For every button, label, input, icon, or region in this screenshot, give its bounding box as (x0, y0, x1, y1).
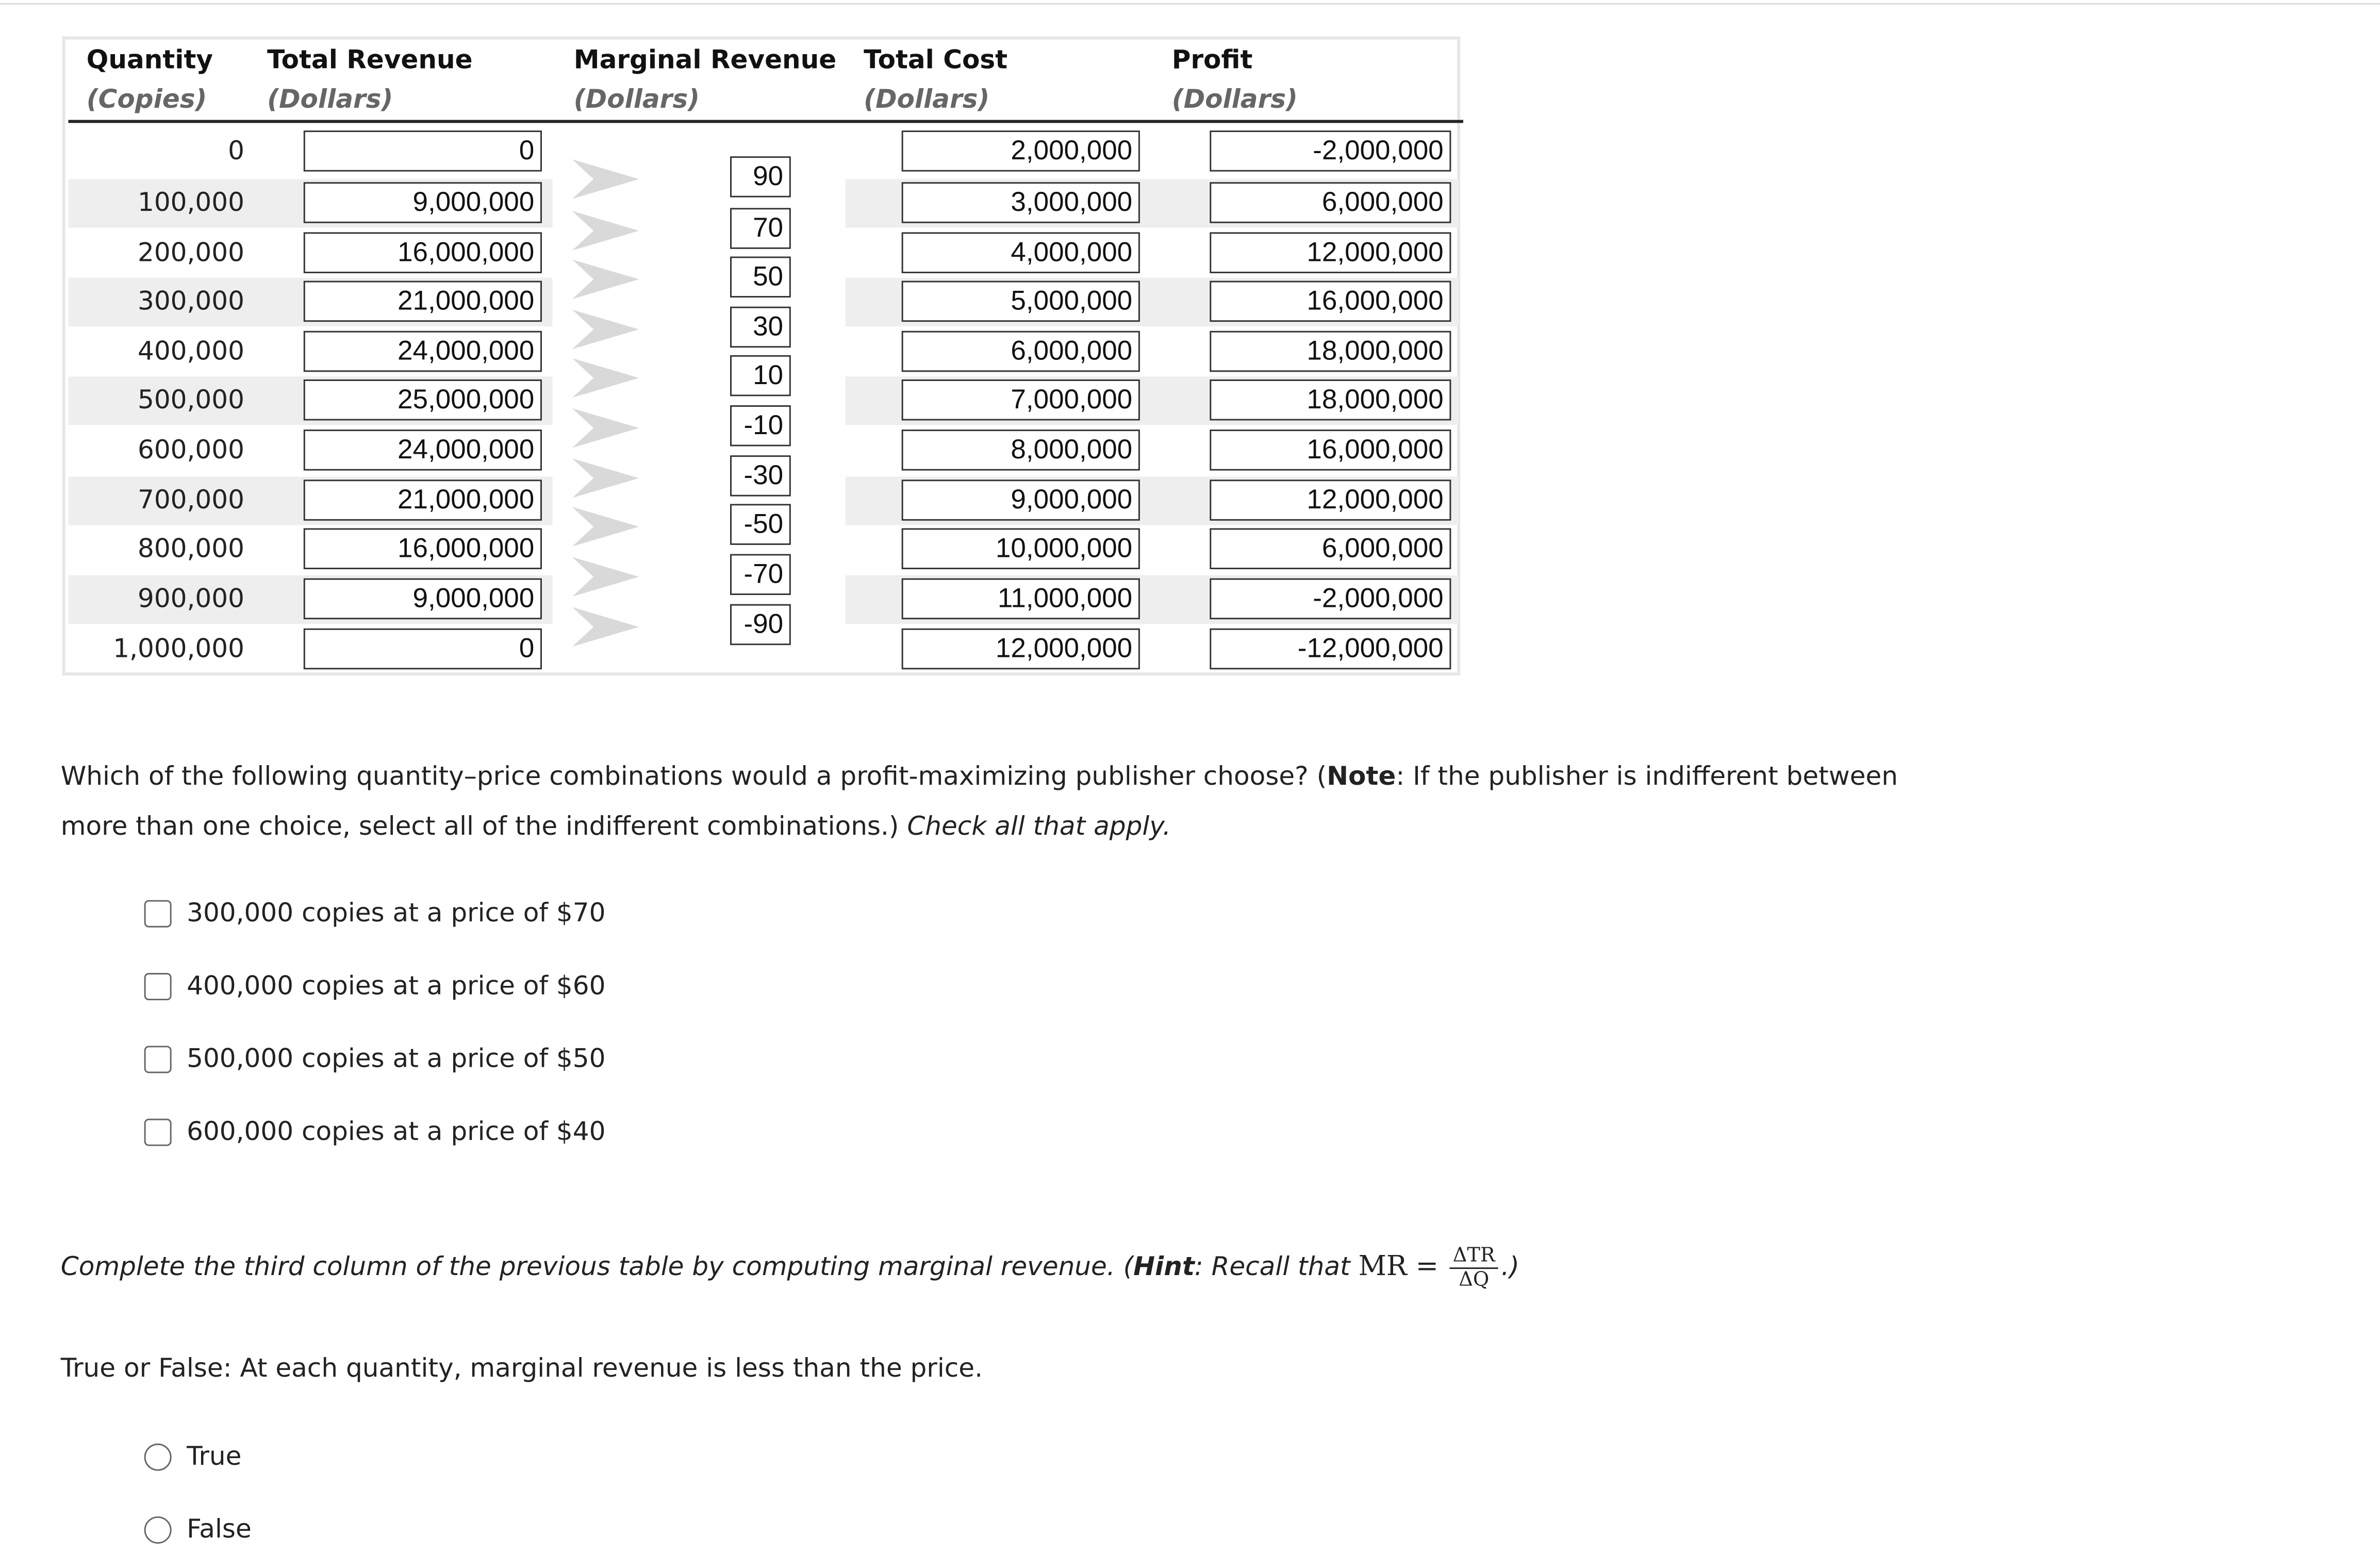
question2-prompt: Complete the third column of the previous table by computing marginal revenue. (Hint: Recall that MR = $\frac{\text{ΔTR}}{\Delta Q}$ .) (60, 1244, 1519, 1291)
header-total-revenue: Total Revenue (Dollars) (267, 45, 473, 115)
profit-cell: 18,000,000 (1210, 331, 1451, 372)
total-revenue-cell: 25,000,000 (304, 379, 542, 420)
chevron-right-icon (572, 355, 642, 401)
checkbox[interactable] (144, 900, 172, 928)
marginal-revenue-cell: 10 (730, 355, 791, 396)
quantity-cell: 700,000 (137, 486, 244, 516)
quantity-cell: 900,000 (137, 584, 244, 615)
total-revenue-cell: 21,000,000 (304, 480, 542, 520)
profit-cell: 18,000,000 (1210, 379, 1451, 420)
chevron-right-icon (572, 156, 642, 202)
header-profit: Profit (Dollars) (1171, 45, 1298, 115)
profit-cell: 16,000,000 (1210, 281, 1451, 322)
marginal-revenue-cell: 50 (730, 257, 791, 298)
quantity-cell: 300,000 (137, 287, 244, 318)
quantity-cell: 800,000 (137, 534, 244, 565)
chevron-right-icon (572, 455, 642, 500)
header-total-cost: Total Cost (Dollars) (864, 45, 1008, 115)
checkbox[interactable] (144, 1119, 172, 1146)
total-cost-cell: 9,000,000 (902, 480, 1140, 520)
profit-cell: -2,000,000 (1210, 130, 1451, 171)
quantity-cell: 600,000 (137, 435, 244, 466)
question3-prompt: True or False: At each quantity, marginal revenue is less than the price. (60, 1353, 983, 1384)
total-revenue-cell: 0 (304, 130, 542, 171)
question1-prompt: Which of the following quantity–price combinations would a profit-maximizing publisher choose? (Note: If the publisher is indifferent between more than one choice, select all of the indifferent combinations.) Check all that apply. (60, 762, 1898, 842)
total-cost-cell: 10,000,000 (902, 528, 1140, 569)
radio-button[interactable] (144, 1444, 172, 1471)
quantity-cell: 1,000,000 (113, 634, 244, 665)
marginal-revenue-cell: -30 (730, 455, 791, 495)
revenue-table (62, 37, 1460, 675)
total-cost-cell: 11,000,000 (902, 579, 1140, 619)
total-cost-cell: 4,000,000 (902, 232, 1140, 273)
header-marginal-revenue: Marginal Revenue (Dollars) (573, 45, 837, 115)
marginal-revenue-cell: 70 (730, 207, 791, 248)
marginal-revenue-cell: 30 (730, 306, 791, 346)
checkbox[interactable] (144, 1046, 172, 1073)
quantity-cell: 500,000 (137, 385, 244, 416)
profit-cell: -12,000,000 (1210, 629, 1451, 669)
page: Quantity (Copies) Total Revenue (Dollars) Marginal Revenue (Dollars) Total Cost (Dollars) Profit (Dollars) 0 0 2,000,000 -2,000,000 100,000 9,000,000 3,000,000 6,000,000 200,000 16,000,000 4,000,000 12,000,000 300,000 21,000,000 5,000,000 16,000,000 400,000 24,000,000 6,000,000 18,000,000 500,000 25,000,000 7,000,000 18,000,000 600,000 24,000,000 8,000,000 16,000,000 700,000 21,000,000 9,000,000 12,000,000 800,000 16,000,000 10,000,000 6,000,000 900,000 9,000,000 11,000,000 -2,000,000 1,000,000 0 12,000,000 -12,000,000 90 70 50 30 10 -10 -30 -50 -70 -90 Which of the following quantity–price combinations would a profit-maximizing publisher choose? (Note: If the publisher is indifferent between more than one choice, select all of the indifferent combinations.) Check all that apply. 300,000 copies at a price of $70 400,000 copies at a price of $60 500,000 copies at a price of $50 600,000 copies at a price of $40 Complete the third column of the previous table by computing marginal revenue. (Hint: Recall that MR = $\frac{\text{ΔTR}}{\Delta Q}$ .) True or False: At each quantity, marginal revenue is less than the price. True False (0, 0, 2380, 1553)
total-revenue-cell: 0 (304, 629, 542, 669)
total-cost-cell: 8,000,000 (902, 429, 1140, 470)
profit-cell: 12,000,000 (1210, 232, 1451, 273)
marginal-revenue-cell: -70 (730, 553, 791, 594)
quantity-cell: 0 (228, 136, 244, 167)
radio-button[interactable] (144, 1516, 172, 1544)
marginal-revenue-cell: 90 (730, 156, 791, 197)
quantity-cell: 100,000 (137, 188, 244, 219)
chevron-right-icon (572, 603, 642, 649)
total-cost-cell: 2,000,000 (902, 130, 1140, 171)
formula-fraction: $\frac{\text{ΔTR}}{\Delta Q}$ (1450, 1244, 1498, 1291)
profit-cell: 12,000,000 (1210, 480, 1451, 520)
chevron-right-icon (572, 257, 642, 302)
total-revenue-cell: 9,000,000 (304, 182, 542, 223)
marginal-revenue-cell: -10 (730, 405, 791, 445)
header-quantity: Quantity (Copies) (86, 45, 213, 115)
top-divider (0, 3, 2380, 5)
chevron-right-icon (572, 306, 642, 351)
profit-cell: -2,000,000 (1210, 579, 1451, 619)
checkbox[interactable] (144, 973, 172, 1000)
profit-cell: 16,000,000 (1210, 429, 1451, 470)
chevron-right-icon (572, 207, 642, 253)
marginal-revenue-cell: -50 (730, 504, 791, 544)
quantity-cell: 200,000 (137, 238, 244, 269)
chevron-right-icon (572, 504, 642, 549)
total-revenue-cell: 24,000,000 (304, 331, 542, 372)
total-cost-cell: 7,000,000 (902, 379, 1140, 420)
total-cost-cell: 5,000,000 (902, 281, 1140, 322)
total-revenue-cell: 16,000,000 (304, 528, 542, 569)
marginal-revenue-cell: -90 (730, 603, 791, 644)
total-cost-cell: 6,000,000 (902, 331, 1140, 372)
profit-cell: 6,000,000 (1210, 528, 1451, 569)
total-cost-cell: 3,000,000 (902, 182, 1140, 223)
header-rule (68, 120, 1463, 123)
total-revenue-cell: 24,000,000 (304, 429, 542, 470)
chevron-right-icon (572, 553, 642, 599)
chevron-right-icon (572, 405, 642, 450)
total-revenue-cell: 16,000,000 (304, 232, 542, 273)
profit-cell: 6,000,000 (1210, 182, 1451, 223)
total-revenue-cell: 9,000,000 (304, 579, 542, 619)
quantity-cell: 400,000 (137, 337, 244, 368)
total-revenue-cell: 21,000,000 (304, 281, 542, 322)
total-cost-cell: 12,000,000 (902, 629, 1140, 669)
